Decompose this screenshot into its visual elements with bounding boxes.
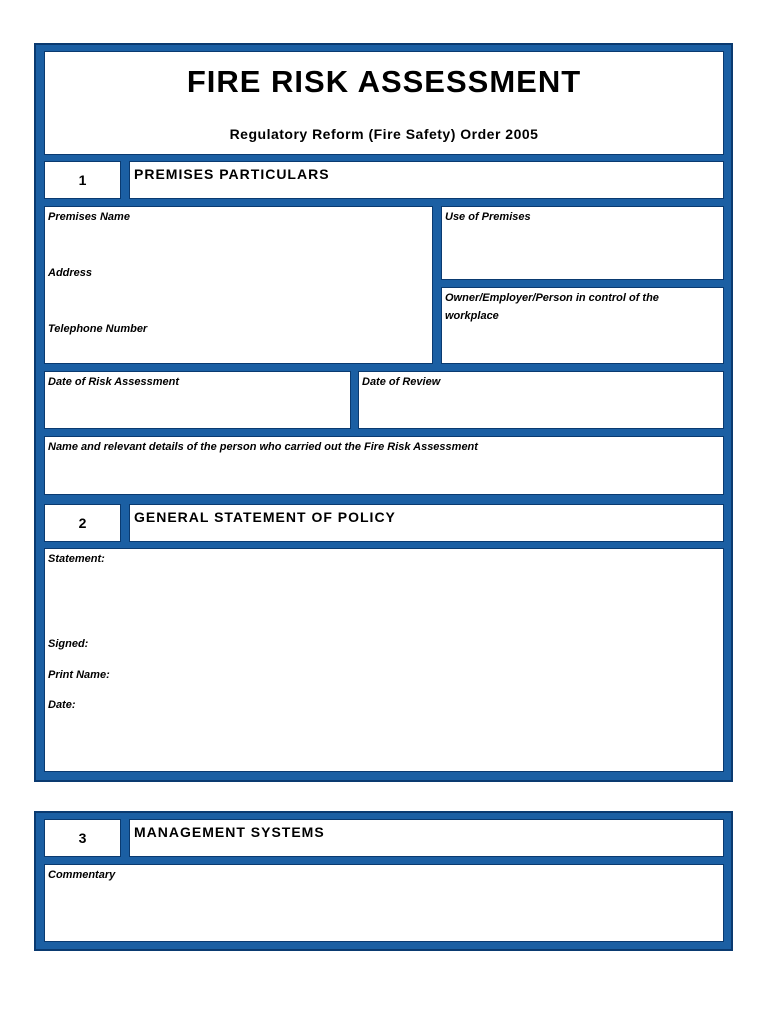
page-subtitle: Regulatory Reform (Fire Safety) Order 2005: [229, 126, 539, 142]
section-3-number: [44, 819, 121, 857]
assessor-label: Name and relevant details of the person who carried out the Fire Risk Assessment: [48, 441, 478, 453]
page-title: FIRE RISK ASSESSMENT: [186, 64, 582, 99]
date-of-review-field[interactable]: [358, 371, 724, 429]
section-3-number-text: 3: [78, 830, 87, 846]
assessment-form-frame: [34, 43, 733, 782]
policy-statement-field[interactable]: [44, 548, 724, 772]
assessor-details-field[interactable]: [44, 436, 724, 495]
section-1-number-text: 1: [78, 172, 87, 188]
management-systems-frame: [34, 811, 733, 951]
section-2-number-text: 2: [78, 515, 87, 531]
section-2-number: [44, 504, 121, 542]
section-1-number: [44, 161, 121, 199]
date-of-review-label: Date of Review: [362, 376, 441, 388]
address-label: Address: [48, 267, 93, 279]
print-name-label: Print Name:: [48, 669, 110, 681]
date-label: Date:: [48, 699, 76, 711]
date-of-assessment-label: Date of Risk Assessment: [48, 376, 180, 388]
use-of-premises-field[interactable]: [441, 206, 724, 280]
premises-name-label: Premises Name: [48, 211, 130, 223]
statement-label: Statement:: [48, 553, 105, 565]
telephone-label: Telephone Number: [48, 323, 148, 335]
section-1-heading: PREMISES PARTICULARS: [129, 161, 724, 199]
signed-label: Signed:: [48, 638, 89, 650]
title-block: [44, 51, 724, 155]
section-2-heading: GENERAL STATEMENT OF POLICY: [129, 504, 724, 542]
section-3-heading: MANAGEMENT SYSTEMS: [129, 819, 724, 857]
commentary-field[interactable]: [44, 864, 724, 942]
premises-details-field[interactable]: [44, 206, 433, 364]
owner-field[interactable]: [441, 287, 724, 364]
use-of-premises-label: Use of Premises: [445, 211, 531, 223]
commentary-label: Commentary: [48, 869, 116, 881]
owner-label: Owner/Employer/Person in control of the workplace: [445, 292, 659, 322]
date-of-assessment-field[interactable]: [44, 371, 351, 429]
